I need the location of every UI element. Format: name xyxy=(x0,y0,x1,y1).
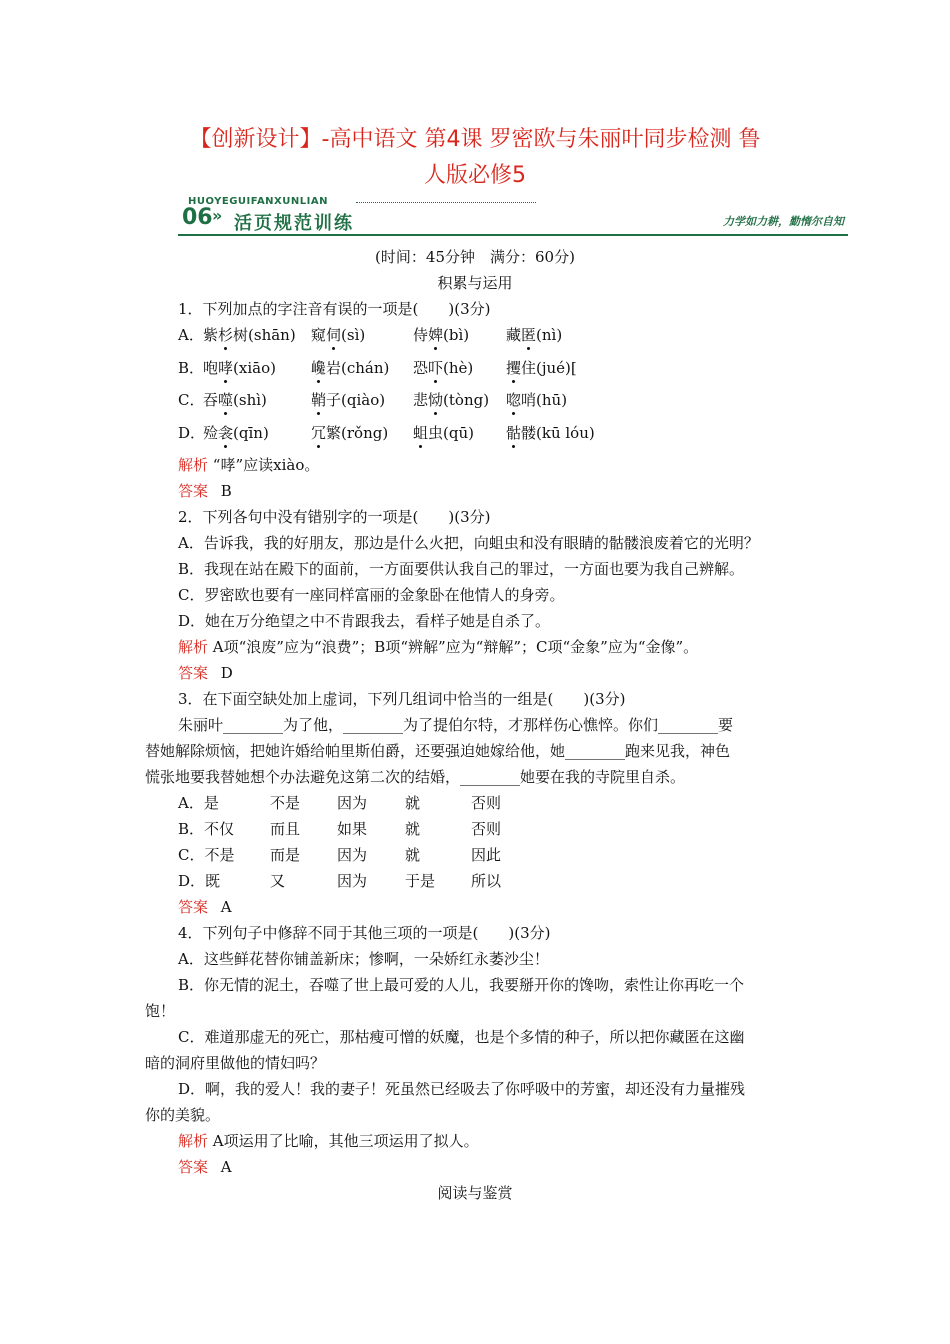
option-text: 窥 xyxy=(311,326,327,344)
question-2-stem: 2．下列各句中没有错别字的一项是( )(3分) xyxy=(178,508,491,526)
section-heading-accumulation: 积累与运用 xyxy=(437,274,513,292)
chevron-right-icon: » xyxy=(212,206,223,225)
question-3-option-cell: 而是 xyxy=(270,846,301,864)
banner-motto: 力学如力耕，勤惰尔自知 xyxy=(723,215,844,228)
question-1-option-item xyxy=(506,325,562,345)
option-text: (sì) xyxy=(341,326,366,344)
question-3-option-cell: 如果 xyxy=(337,820,368,838)
question-3-option-cell: 就 xyxy=(405,794,421,812)
question-1-option-letter: A． xyxy=(178,326,204,344)
question-1-option-item xyxy=(203,390,267,410)
dotted-character: 蛆 xyxy=(413,424,429,442)
question-1-option-item xyxy=(203,358,276,378)
question-3-option-cell: 于是 xyxy=(405,872,436,890)
question-3-option-cell: 就 xyxy=(405,820,421,838)
section-heading-reading: 阅读与鉴赏 xyxy=(437,1184,513,1202)
banner-number: 06 xyxy=(182,205,213,230)
question-4-answer xyxy=(178,1157,232,1177)
option-text: (qīn) xyxy=(233,424,269,442)
question-4-line: C．难道那虚无的死亡，那枯瘦可憎的妖魔，也是个多情的种子，所以把你藏匿在这幽 xyxy=(178,1028,745,1046)
question-3-option-cell: 否则 xyxy=(471,820,502,838)
question-2-answer xyxy=(178,663,233,683)
question-1-option-item xyxy=(203,423,269,443)
option-text: 繁(rǒng) xyxy=(326,424,389,442)
banner-title: 活页规范训练 xyxy=(234,213,354,234)
question-3-passage-line: 替她解除烦恼，把她许婚给帕里斯伯爵，还要强迫她嫁给他，她________跑来见我，神色 xyxy=(145,742,731,760)
question-1-option-item xyxy=(311,390,385,410)
option-text: (bì) xyxy=(443,326,470,344)
option-text: 住(jué)[ xyxy=(521,359,577,377)
dotted-character: 匿 xyxy=(521,326,537,344)
analysis-text: A项“浪废”应为“浪费”；B项“辨解”应为“辩解”；C项“金象”应为“金像”。 xyxy=(212,638,699,656)
dotted-character: 巉 xyxy=(311,359,327,377)
question-2-option-d: D．她在万分绝望之中不肯跟我去，看样子她是自杀了。 xyxy=(178,612,551,630)
option-text: 紫 xyxy=(203,326,219,344)
option-text: 悲 xyxy=(413,391,429,409)
question-3-option-cell: 因为 xyxy=(337,872,368,890)
question-1-option-item xyxy=(506,358,577,378)
document-title-line-2: 人版必修5 xyxy=(424,163,526,188)
question-4-line: 暗的洞府里做他的情妇吗？ xyxy=(145,1054,326,1072)
question-1-analysis xyxy=(178,455,319,475)
option-text: 岩(chán) xyxy=(326,359,390,377)
question-3-option-cell: A．是 xyxy=(178,794,219,812)
analysis-text: A项运用了比喻，其他三项运用了拟人。 xyxy=(212,1132,479,1150)
question-3-option-cell: 而且 xyxy=(270,820,301,838)
question-1-option-item xyxy=(413,325,469,345)
question-3-option-cell: 否则 xyxy=(471,794,502,812)
answer-label: 答案 xyxy=(178,482,209,500)
dotted-character: 攫 xyxy=(506,359,522,377)
dotted-character: 衾 xyxy=(218,424,234,442)
question-1-answer xyxy=(178,481,232,501)
question-1-option-item xyxy=(311,358,389,378)
answer-text: A xyxy=(220,898,232,916)
question-1-option-item xyxy=(203,325,296,345)
question-1-option-item xyxy=(506,390,567,410)
analysis-label: 解析 xyxy=(178,1132,209,1150)
option-text: 侍 xyxy=(413,326,429,344)
question-1-option-letter: C． xyxy=(178,391,205,409)
question-3-option-cell: D．既 xyxy=(178,872,221,890)
question-3-passage-line: 朱丽叶________为了他，________为了提伯尔特，才那样伤心憔悴。你们________要 xyxy=(178,716,734,734)
question-3-option-cell: 又 xyxy=(270,872,286,890)
question-2-analysis xyxy=(178,637,698,657)
banner-dotted-line xyxy=(356,202,536,203)
question-4-stem: 4．下列句子中修辞不同于其他三项的一项是( )(3分) xyxy=(178,924,551,942)
question-4-line: 你的美貌。 xyxy=(145,1106,221,1124)
option-text: 髅(kū lóu) xyxy=(521,424,595,442)
dotted-character: 唿 xyxy=(506,391,522,409)
question-4-line: D．啊，我的爱人！我的妻子！死虽然已经吸去了你呼吸中的芳蜜，却还没有力量摧残 xyxy=(178,1080,746,1098)
dotted-character: 杉 xyxy=(218,326,234,344)
question-1-stem: 1．下列加点的字注音有误的一项是( )(3分) xyxy=(178,300,491,318)
dotted-character: 吓 xyxy=(428,359,444,377)
analysis-label: 解析 xyxy=(178,456,209,474)
dotted-character: 冗 xyxy=(311,424,327,442)
option-text: (tòng) xyxy=(443,391,490,409)
question-3-option-cell: B．不仅 xyxy=(178,820,235,838)
question-4-line: 饱！ xyxy=(145,1002,176,1020)
question-1-option-item xyxy=(311,423,388,443)
question-1-option-letter: B． xyxy=(178,359,205,377)
answer-label: 答案 xyxy=(178,898,209,916)
time-info: (时间：45分钟 满分：60分) xyxy=(375,248,575,266)
option-text: 殓 xyxy=(203,424,219,442)
answer-label: 答案 xyxy=(178,1158,209,1176)
dotted-character: 婢 xyxy=(428,326,444,344)
option-text: (xiāo) xyxy=(233,359,276,377)
option-text: 恐 xyxy=(413,359,429,377)
dotted-character: 伺 xyxy=(326,326,342,344)
option-text: (nì) xyxy=(536,326,563,344)
option-text: 吞 xyxy=(203,391,219,409)
dotted-character: 哮 xyxy=(218,359,234,377)
analysis-label: 解析 xyxy=(178,638,209,656)
question-3-option-cell: 不是 xyxy=(270,794,301,812)
question-3-option-cell: C．不是 xyxy=(178,846,235,864)
exercise-banner xyxy=(178,196,848,238)
dotted-character: 噬 xyxy=(218,391,234,409)
analysis-text: “哮”应读xiào。 xyxy=(212,456,320,474)
banner-rule xyxy=(178,234,848,236)
question-1-option-letter: D． xyxy=(178,424,206,442)
document-title-line-1: 【创新设计】-高中语文 第4课 罗密欧与朱丽叶同步检测 鲁 xyxy=(189,127,761,152)
question-4-line: A．这些鲜花替你铺盖新床；惨啊，一朵娇红永萎沙尘！ xyxy=(178,950,549,968)
option-text: (shì) xyxy=(233,391,267,409)
question-3-option-cell: 就 xyxy=(405,846,421,864)
option-text: 虫(qū) xyxy=(428,424,474,442)
dotted-character: 恸 xyxy=(428,391,444,409)
question-2-option-c: C．罗密欧也要有一座同样富丽的金象卧在他情人的身旁。 xyxy=(178,586,565,604)
question-4-analysis xyxy=(178,1131,479,1151)
question-3-option-cell: 因为 xyxy=(337,846,368,864)
option-text: 哨(hū) xyxy=(521,391,568,409)
question-1-option-item xyxy=(413,390,489,410)
question-1-option-item xyxy=(413,423,474,443)
option-text: 树(shān) xyxy=(233,326,296,344)
question-3-option-cell: 因此 xyxy=(471,846,502,864)
question-1-option-item xyxy=(506,423,595,443)
dotted-character: 骷 xyxy=(506,424,522,442)
question-3-passage-line: 慌张地要我替她想个办法避免这第二次的结婚，________她要在我的寺院里自杀。 xyxy=(145,768,686,786)
option-text: 藏 xyxy=(506,326,522,344)
question-3-stem: 3．在下面空缺处加上虚词，下列几组词中恰当的一组是( )(3分) xyxy=(178,690,626,708)
question-3-option-cell: 所以 xyxy=(471,872,502,890)
question-4-line: B．你无情的泥土，吞噬了世上最可爱的人儿，我要掰开你的馋吻，索性让你再吃一个 xyxy=(178,976,745,994)
dotted-character: 鞘 xyxy=(311,391,327,409)
question-2-option-a: A．告诉我，我的好朋友，那边是什么火把，向蛆虫和没有眼睛的骷髅浪废着它的光明？ xyxy=(178,534,759,552)
option-text: (hè) xyxy=(443,359,474,377)
answer-text: B xyxy=(220,482,232,500)
question-1-option-item xyxy=(311,325,365,345)
answer-text: D xyxy=(220,664,233,682)
question-3-answer xyxy=(178,897,232,917)
option-text: 咆 xyxy=(203,359,219,377)
banner-pinyin: HUOYEGUIFANXUNLIAN xyxy=(188,196,328,207)
question-1-option-item xyxy=(413,358,473,378)
question-3-option-cell: 因为 xyxy=(337,794,368,812)
answer-label: 答案 xyxy=(178,664,209,682)
option-text: 子(qiào) xyxy=(326,391,386,409)
question-2-option-b: B．我现在站在殿下的面前，一方面要供认我自己的罪过，一方面也要为我自己辨解。 xyxy=(178,560,745,578)
answer-text: A xyxy=(220,1158,232,1176)
